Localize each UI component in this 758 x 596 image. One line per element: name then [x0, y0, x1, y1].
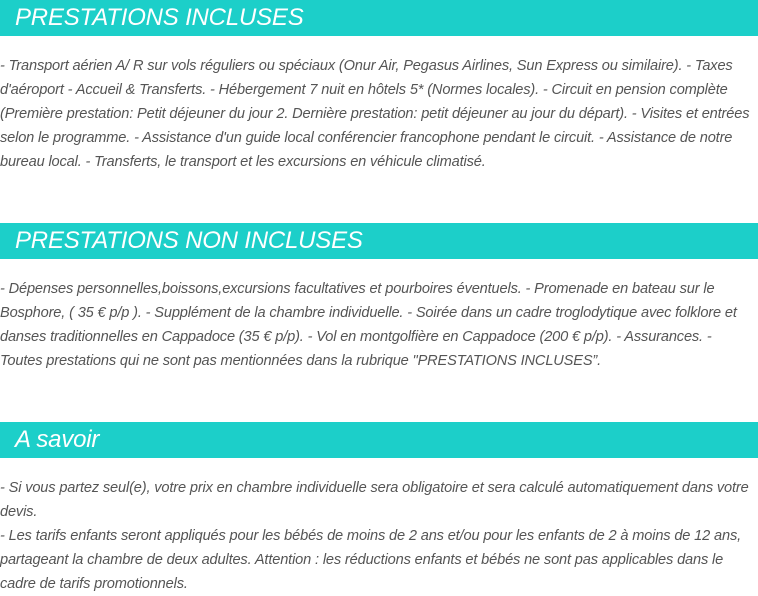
section-header-prestations-non-incluses: [0, 223, 758, 259]
section-title: PRESTATIONS NON INCLUSES: [15, 227, 363, 254]
section-header-prestations-incluses: [0, 0, 758, 36]
section-paragraph: - Transport aérien A/ R sur vols réguliers ou spéciaux (Onur Air, Pegasus Airlines, Sun Express ou similaire). - Taxes d'aéroport - Accueil & Transferts. - Hébergement 7 nuit en hôtels 5* (Normes locales). - Circuit en pension complète (Première prestation: Petit déjeuner du jour 2. Dernière prestation: petit déjeuner au jour du départ). - Visites et entrées selon le programme. - Assistance d'un guide local conférencier francophone pendant le circuit. - Assistance de notre bureau local. - Transferts, le transport et les excursions en véhicule climatisé.: [0, 58, 750, 170]
section-header-a-savoir: [0, 422, 758, 458]
section-body-prestations-incluses: [0, 54, 758, 174]
section-body-prestations-non-incluses: [0, 277, 758, 373]
section-body-a-savoir: [0, 476, 758, 596]
section-paragraph: - Si vous partez seul(e), votre prix en chambre individuelle sera obligatoire et sera calculé automatiquement dans votre devis.: [0, 480, 749, 520]
section-title: PRESTATIONS INCLUSES: [15, 4, 304, 31]
section-title: A savoir: [15, 426, 100, 453]
section-paragraph: - Les tarifs enfants seront appliqués pour les bébés de moins de 2 ans et/ou pour les enfants de 2 à moins de 12 ans, partageant la chambre de deux adultes. Attention : les réductions enfants et bébés ne sont pas applicables dans le cadre de tarifs promotionnels.: [0, 528, 741, 592]
section-paragraph: - Dépenses personnelles,boissons,excursions facultatives et pourboires éventuels. - Promenade en bateau sur le Bosphore, ( 35 € p/p ). - Supplément de la chambre individuelle. - Soirée dans un cadre troglodytique avec folklore et danses traditionnelles en Cappadoce (35 € p/p). - Vol en montgolfière en Cappadoce (200 € p/p). - Assurances. - Toutes prestations qui ne sont pas mentionnées dans la rubrique "PRESTATIONS INCLUSES”.: [0, 281, 737, 369]
